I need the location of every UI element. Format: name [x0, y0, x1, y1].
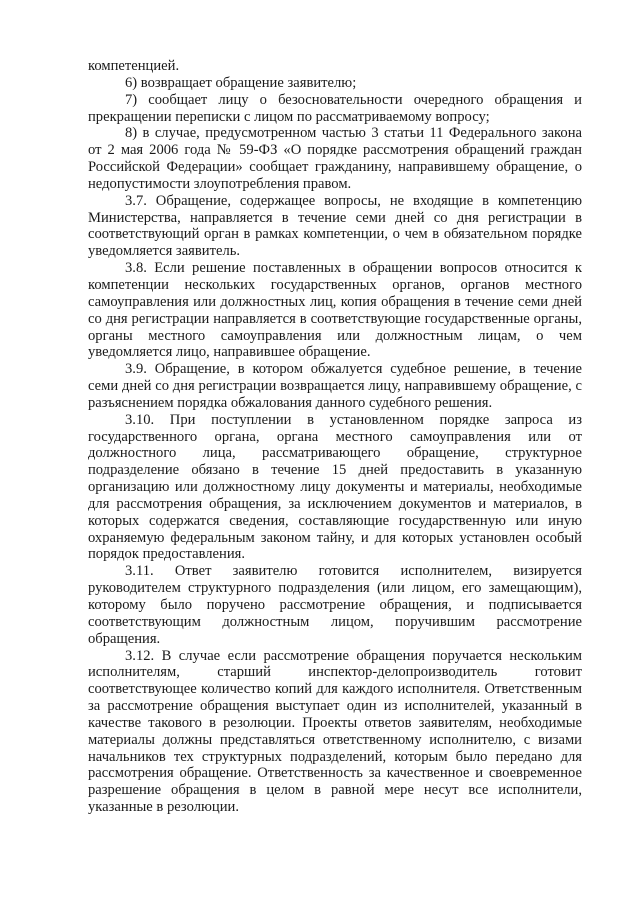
paragraph-3-9: 3.9. Обращение, в котором обжалуется судебное решение, в течение семи дней со дня регистрации возвращается лицу, направившему обращение, с разъяснением порядка обжалования данного судебного решения. — [88, 361, 582, 411]
paragraph-3-7: 3.7. Обращение, содержащее вопросы, не входящие в компетенцию Министерства, направляется в течение семи дней со дня регистрации в соответствующий орган в рамках компетенции, о чем в обязательном порядке уведомляется заявитель. — [88, 192, 582, 260]
paragraph-continuation: компетенцией. — [88, 58, 180, 74]
paragraph-3-11: 3.11. Ответ заявителю готовится исполнителем, визируется руководителем структурного подразделения (или лицом, его замещающим), которому было поручено рассмотрение обращения, и подписывается соответствующим должностным лицом, поручившим рассмотрение обращения. — [88, 563, 582, 647]
paragraph-item-7: 7) сообщает лицу о безосновательности очередного обращения и прекращении переписки с лицом по рассматриваемому вопросу; — [88, 91, 582, 125]
paragraph-item-6: 6) возвращает обращение заявителю; — [125, 74, 357, 91]
document-body — [88, 58, 582, 816]
paragraph-item-8: 8) в случае, предусмотренном частью 3 статьи 11 Федерального закона от 2 мая 2006 года № 59-ФЗ «О порядке рассмотрения обращений граждан Российской Федерации» сообщает гражданину, направившему обращение, о недопустимости злоупотребления правом. — [88, 125, 582, 192]
paragraph-3-12: 3.12. В случае если рассмотрение обращения поручается нескольким исполнителям, старший инспектор-делопроизводитель готовит соответствующее количество копий для каждого исполнителя. Ответственным за рассмотрение обращения выступает один из исполнителей, указанный в качестве такового в резолюции. Проекты ответов заявителям, необходимые материалы должны представляться ответственному исполнителю, с визами начальников тех структурных подразделений, которым было передано для рассмотрения обращение. Ответственность за качественное и своевременное разрешение обращения в целом в равной мере несут все исполнители, указанные в резолюции. — [88, 647, 582, 816]
paragraph-3-8: 3.8. Если решение поставленных в обращении вопросов относится к компетенции нескольких государственных органов, органов местного самоуправления или должностных лиц, копия обращения в течение семи дней со дня регистрации направляется в соответствующие государственные органы, органы местного самоуправления или должностным лицам, о чем уведомляется лицо, направившее обращение. — [88, 260, 582, 361]
paragraph-3-10: 3.10. При поступлении в установленном порядке запроса из государственного органа, органа местного самоуправления или от должностного лица, рассматривающего обращение, структурное подразделение обязано в течение 15 дней предоставить в указанную организацию или должностному лицу документы и материалы, необходимые для рассмотрения обращения, за исключением документов и материалов, в которых содержатся сведения, составляющие государственную или иную охраняемую федеральным законом тайну, и для которых установлен особый порядок предоставления. — [88, 411, 582, 563]
